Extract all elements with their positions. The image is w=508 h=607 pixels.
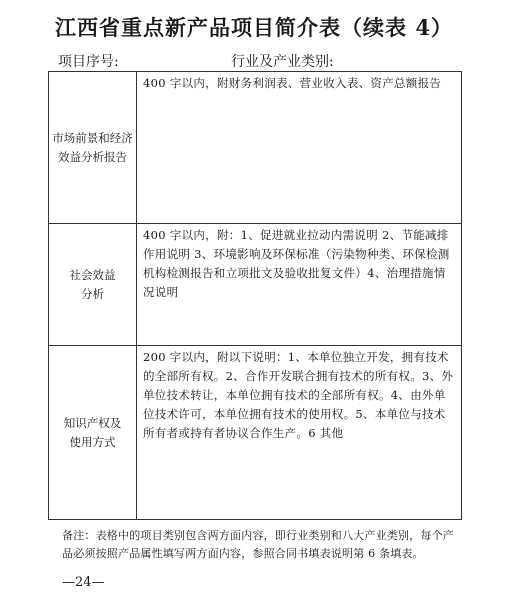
row-content-ip-usage: 200 字以内，附以下说明：1、本单位独立开发，拥有技术的全部所有权。2、合作开发联合拥有技术的所有权。3、外单位技术转让，本单位拥有技术的全部所有权。4、由外单位技术许可，本单位拥有技术的使用权。5、本单位与技术所有者或持有者协议合作生产。6 其他: [137, 346, 462, 520]
row-label-line: 知识产权及: [63, 415, 122, 430]
page-number: —24—: [62, 575, 105, 590]
row-label-line: 市场前景和经济: [52, 130, 133, 145]
industry-category-label: 行业及产业类别:: [231, 54, 334, 70]
row-label-social-benefit: [49, 224, 137, 346]
row-label-market-analysis: [49, 72, 137, 224]
row-label-line: 社会效益: [69, 267, 116, 282]
row-label-line: 效益分析报告: [58, 149, 127, 164]
project-number-label: 项目序号:: [58, 54, 119, 70]
project-summary-table: [48, 71, 462, 520]
row-label-line: 使用方式: [69, 434, 116, 449]
row-content-market-analysis: 400 字以内，附财务利润表、营业收入表、资产总额报告: [137, 72, 462, 224]
table-row-social-benefit: [49, 224, 462, 346]
table-row-market-analysis: [49, 72, 462, 224]
header-fields-row: [56, 52, 466, 72]
row-label-ip-usage: [49, 346, 137, 520]
row-label-line: 分析: [81, 286, 104, 301]
table-row-ip-usage: [49, 346, 462, 520]
footnote: 备注：表格中的项目类别包含两方面内容，即行业类别和八大产业类别，每个产品必须按照产品属性填写两方面内容，参照合同书填表说明第 6 条填表。: [62, 529, 454, 560]
row-content-social-benefit: 400 字以内，附：1、促进就业拉动内需说明 2、节能减排作用说明 3、环境影响及环保标准（污染物种类、环保检测机构检测报告和立项批文及验收批复文件）4、治理措施情况说明: [137, 224, 462, 346]
page-title: 江西省重点新产品项目简介表（续表 4）: [55, 15, 453, 40]
